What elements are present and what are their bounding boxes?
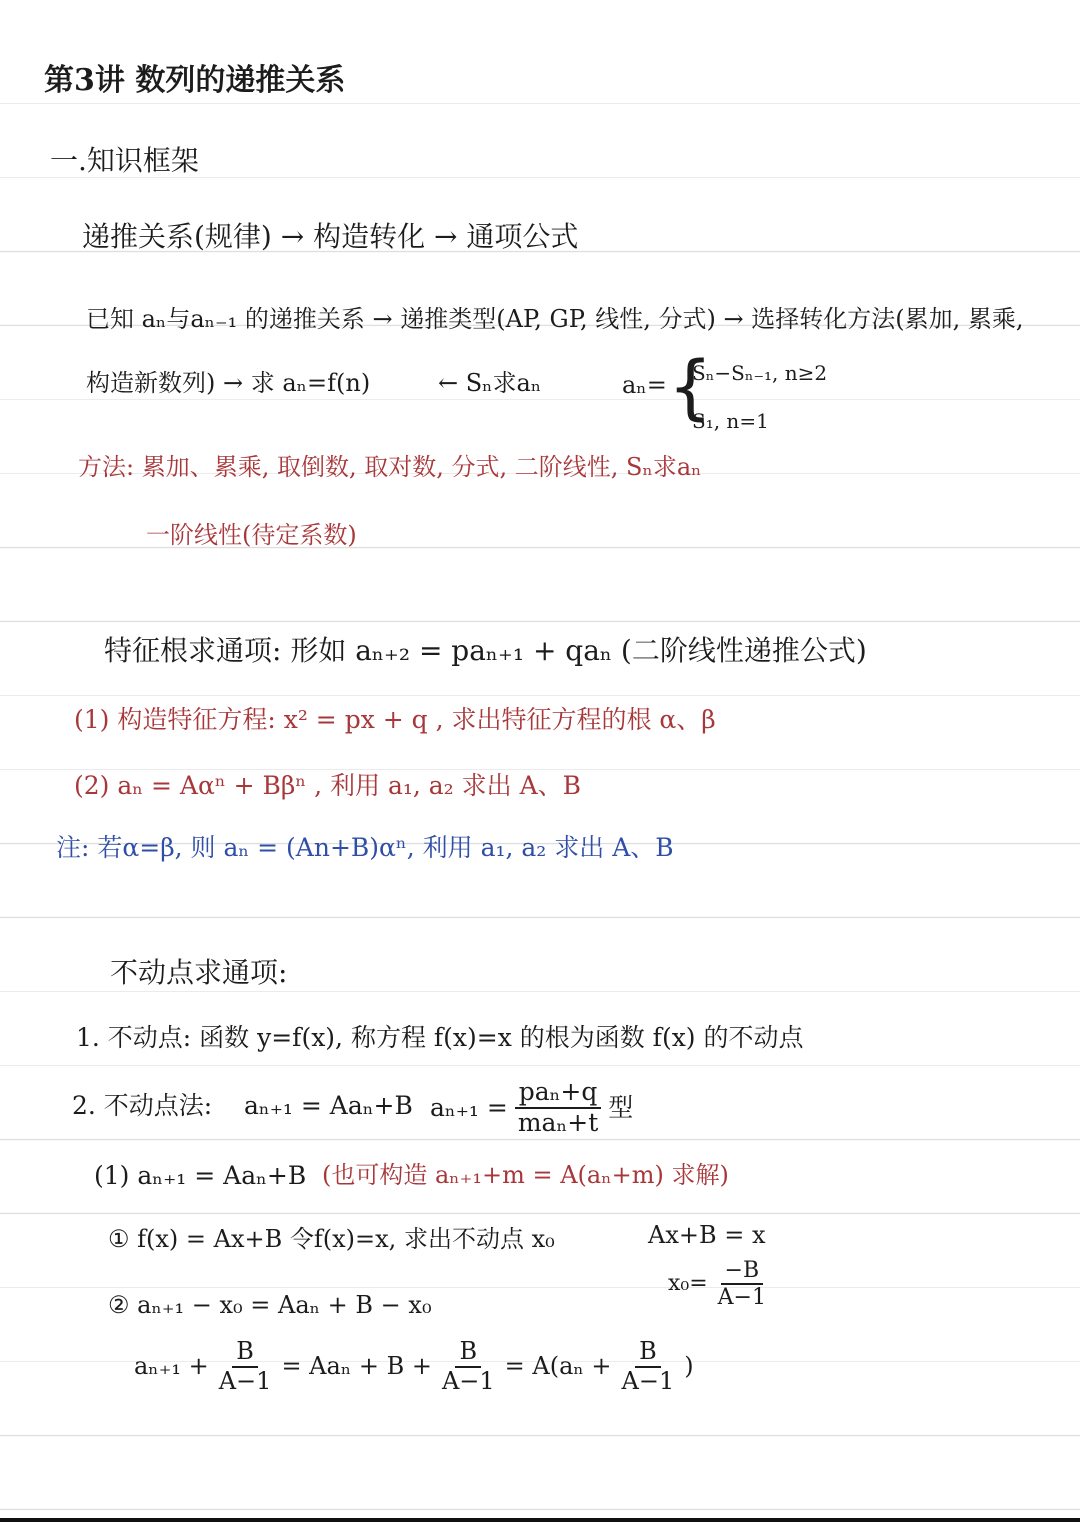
fixed-point-title: 不动点求通项: bbox=[110, 956, 288, 989]
fixed-point-def: 1. 不动点: 函数 y=f(x), 称方程 f(x)=x 的根为函数 f(x) 的不动点 bbox=[76, 1023, 804, 1052]
section-heading: 一.知识框架 bbox=[50, 144, 199, 177]
side-x0-label: x₀= bbox=[668, 1271, 708, 1297]
final-frac-3-num: B bbox=[635, 1338, 661, 1368]
methods-line-2: 一阶线性(待定系数) bbox=[146, 521, 357, 549]
flow-line-1: 递推关系(规律) → 构造转化 → 通项公式 bbox=[82, 220, 579, 253]
methods-line: 方法: 累加、累乘, 取倒数, 取对数, 分式, 二阶线性, Sₙ求aₙ bbox=[78, 453, 702, 481]
side-x0-num: −B bbox=[721, 1258, 764, 1285]
form-fraction-num: paₙ+q bbox=[515, 1078, 602, 1109]
piecewise-case-2: S₁, n=1 bbox=[692, 409, 769, 433]
step-circle-1: ① f(x) = Ax+B 令f(x)=x, 求出不动点 x₀ bbox=[108, 1225, 555, 1253]
fixed-point-form-linear: aₙ₊₁ = Aaₙ+B bbox=[244, 1091, 413, 1120]
side-x0-fraction bbox=[714, 1258, 770, 1311]
final-eq: = A(aₙ + bbox=[504, 1352, 612, 1381]
char-root-title: 特征根求通项: 形如 aₙ₊₂ = paₙ₊₁ + qaₙ (二阶线性递推公式) bbox=[104, 634, 867, 667]
final-equation bbox=[134, 1338, 694, 1395]
side-x0-den: A−1 bbox=[717, 1285, 766, 1311]
final-frac-2 bbox=[438, 1338, 499, 1395]
final-mid: = Aaₙ + B + bbox=[281, 1352, 432, 1381]
side-x0 bbox=[668, 1258, 776, 1311]
flow-line-2: 已知 aₙ与aₙ₋₁ 的递推关系 → 递推类型(AP, GP, 线性, 分式) → 选择转化方法(累加, 累乘, bbox=[86, 305, 1024, 333]
final-frac-2-num: B bbox=[455, 1338, 481, 1368]
final-lhs: aₙ₊₁ + bbox=[134, 1352, 209, 1381]
final-frac-3 bbox=[618, 1338, 679, 1395]
final-close: ) bbox=[684, 1352, 694, 1381]
form-fraction-lhs: aₙ₊₁ = bbox=[430, 1093, 508, 1122]
step-circle-2: ② aₙ₊₁ − x₀ = Aaₙ + B − x₀ bbox=[108, 1291, 432, 1319]
form-fraction-den: maₙ+t bbox=[517, 1107, 599, 1137]
final-frac-1 bbox=[215, 1338, 276, 1395]
an-piecewise-label: aₙ= bbox=[622, 371, 667, 399]
page-title: 第3讲 数列的递推关系 bbox=[44, 63, 346, 98]
final-frac-1-den: A−1 bbox=[218, 1366, 272, 1395]
flow-line-3-sn: ← Sₙ求aₙ bbox=[438, 369, 542, 397]
sub1-equation: (1) aₙ₊₁ = Aaₙ+B bbox=[94, 1161, 307, 1190]
char-step-2: (2) aₙ = Aαⁿ + Bβⁿ , 利用 a₁, a₂ 求出 A、B bbox=[74, 771, 582, 800]
bottom-edge bbox=[0, 1518, 1080, 1522]
final-frac-1-num: B bbox=[232, 1338, 258, 1368]
form-fraction bbox=[514, 1078, 602, 1138]
fixed-point-form-fraction bbox=[430, 1078, 633, 1138]
form-fraction-suffix: 型 bbox=[608, 1093, 634, 1122]
left-brace: { bbox=[668, 346, 713, 428]
piecewise-case-1: Sₙ−Sₙ₋₁, n≥2 bbox=[692, 361, 828, 385]
final-frac-2-den: A−1 bbox=[441, 1366, 495, 1395]
final-frac-3-den: A−1 bbox=[621, 1366, 675, 1395]
side-equation: Ax+B = x bbox=[648, 1221, 766, 1249]
fixed-point-method-label: 2. 不动点法: bbox=[72, 1091, 213, 1120]
sub1-note: (也可构造 aₙ₊₁+m = A(aₙ+m) 求解) bbox=[322, 1161, 729, 1189]
char-note: 注: 若α=β, 则 aₙ = (An+B)αⁿ, 利用 a₁, a₂ 求出 A、B bbox=[56, 833, 674, 862]
flow-line-3: 构造新数列) → 求 aₙ=f(n) bbox=[86, 369, 371, 397]
char-step-1: (1) 构造特征方程: x² = px + q , 求出特征方程的根 α、β bbox=[74, 705, 716, 734]
